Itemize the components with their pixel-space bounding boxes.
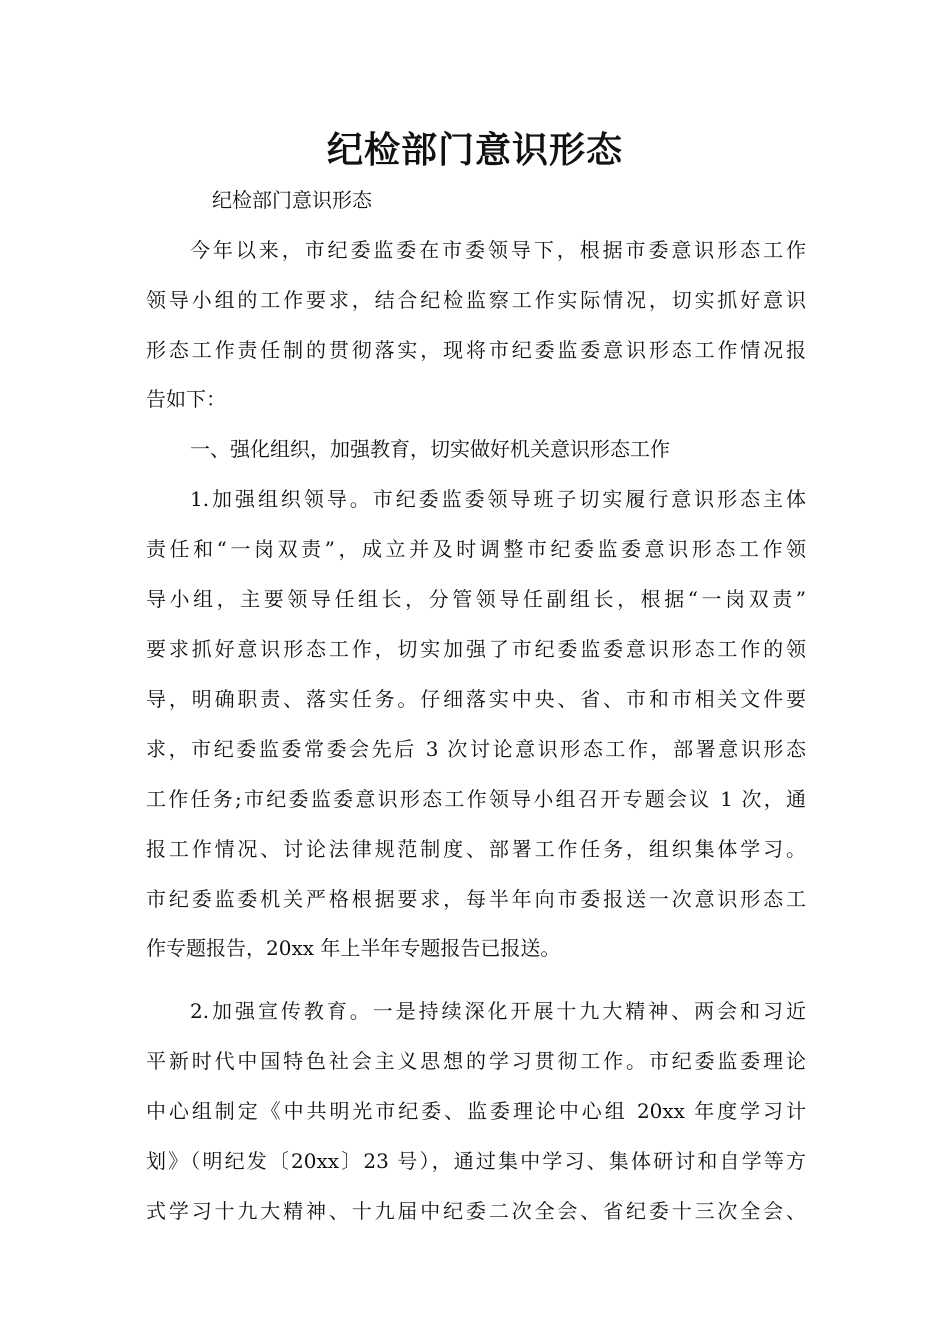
- text-line: 市纪委监委机关严格根据要求，每半年向市委报送一次意识形态工: [146, 887, 806, 911]
- text-line: 平新时代中国特色社会主义思想的学习贯彻工作。市纪委监委理论: [146, 1049, 806, 1073]
- text-line: 中心组制定《中共明光市纪委、监委理论中心组 20xx 年度学习计: [146, 1099, 806, 1123]
- text-line: 导，明确职责、落实任务。仔细落实中央、省、市和市相关文件要: [146, 687, 806, 711]
- text-line: 划》（明纪发〔20xx〕23 号），通过集中学习、集体研讨和自学等方: [146, 1149, 806, 1173]
- text-line: 作专题报告，20xx 年上半年专题报告已报送。: [146, 936, 561, 960]
- text-line: 责任和“一岗双责”，成立并及时调整市纪委监委意识形态工作领: [146, 537, 806, 561]
- section-heading: 一、强化组织，加强教育，切实做好机关意识形态工作: [190, 437, 670, 461]
- text-line: 1.加强组织领导。市纪委监委领导班子切实履行意识形态主体: [190, 487, 806, 511]
- text-line: 求，市纪委监委常委会先后 3 次讨论意识形态工作，部署意识形态: [146, 737, 806, 761]
- text-line: 今年以来，市纪委监委在市委领导下，根据市委意识形态工作: [190, 238, 806, 262]
- text-line: 2.加强宣传教育。一是持续深化开展十九大精神、两会和习近: [190, 999, 806, 1023]
- text-line: 领导小组的工作要求，结合纪检监察工作实际情况，切实抓好意识: [146, 288, 806, 312]
- document-subtitle: 纪检部门意识形态: [212, 188, 372, 212]
- text-line: 报工作情况、讨论法律规范制度、部署工作任务，组织集体学习。: [146, 837, 806, 861]
- text-line: 导小组，主要领导任组长，分管领导任副组长，根据“一岗双责”: [146, 587, 806, 611]
- text-line: 要求抓好意识形态工作，切实加强了市纪委监委意识形态工作的领: [146, 637, 806, 661]
- text-line: 工作任务;市纪委监委意识形态工作领导小组召开专题会议 1 次，通: [146, 787, 806, 811]
- text-line: 形态工作责任制的贯彻落实，现将市纪委监委意识形态工作情况报: [146, 338, 806, 362]
- text-line: 式学习十九大精神、十九届中纪委二次全会、省纪委十三次全会、: [146, 1199, 806, 1223]
- text-line: 告如下：: [146, 387, 226, 411]
- document-title: 纪检部门意识形态: [326, 130, 623, 171]
